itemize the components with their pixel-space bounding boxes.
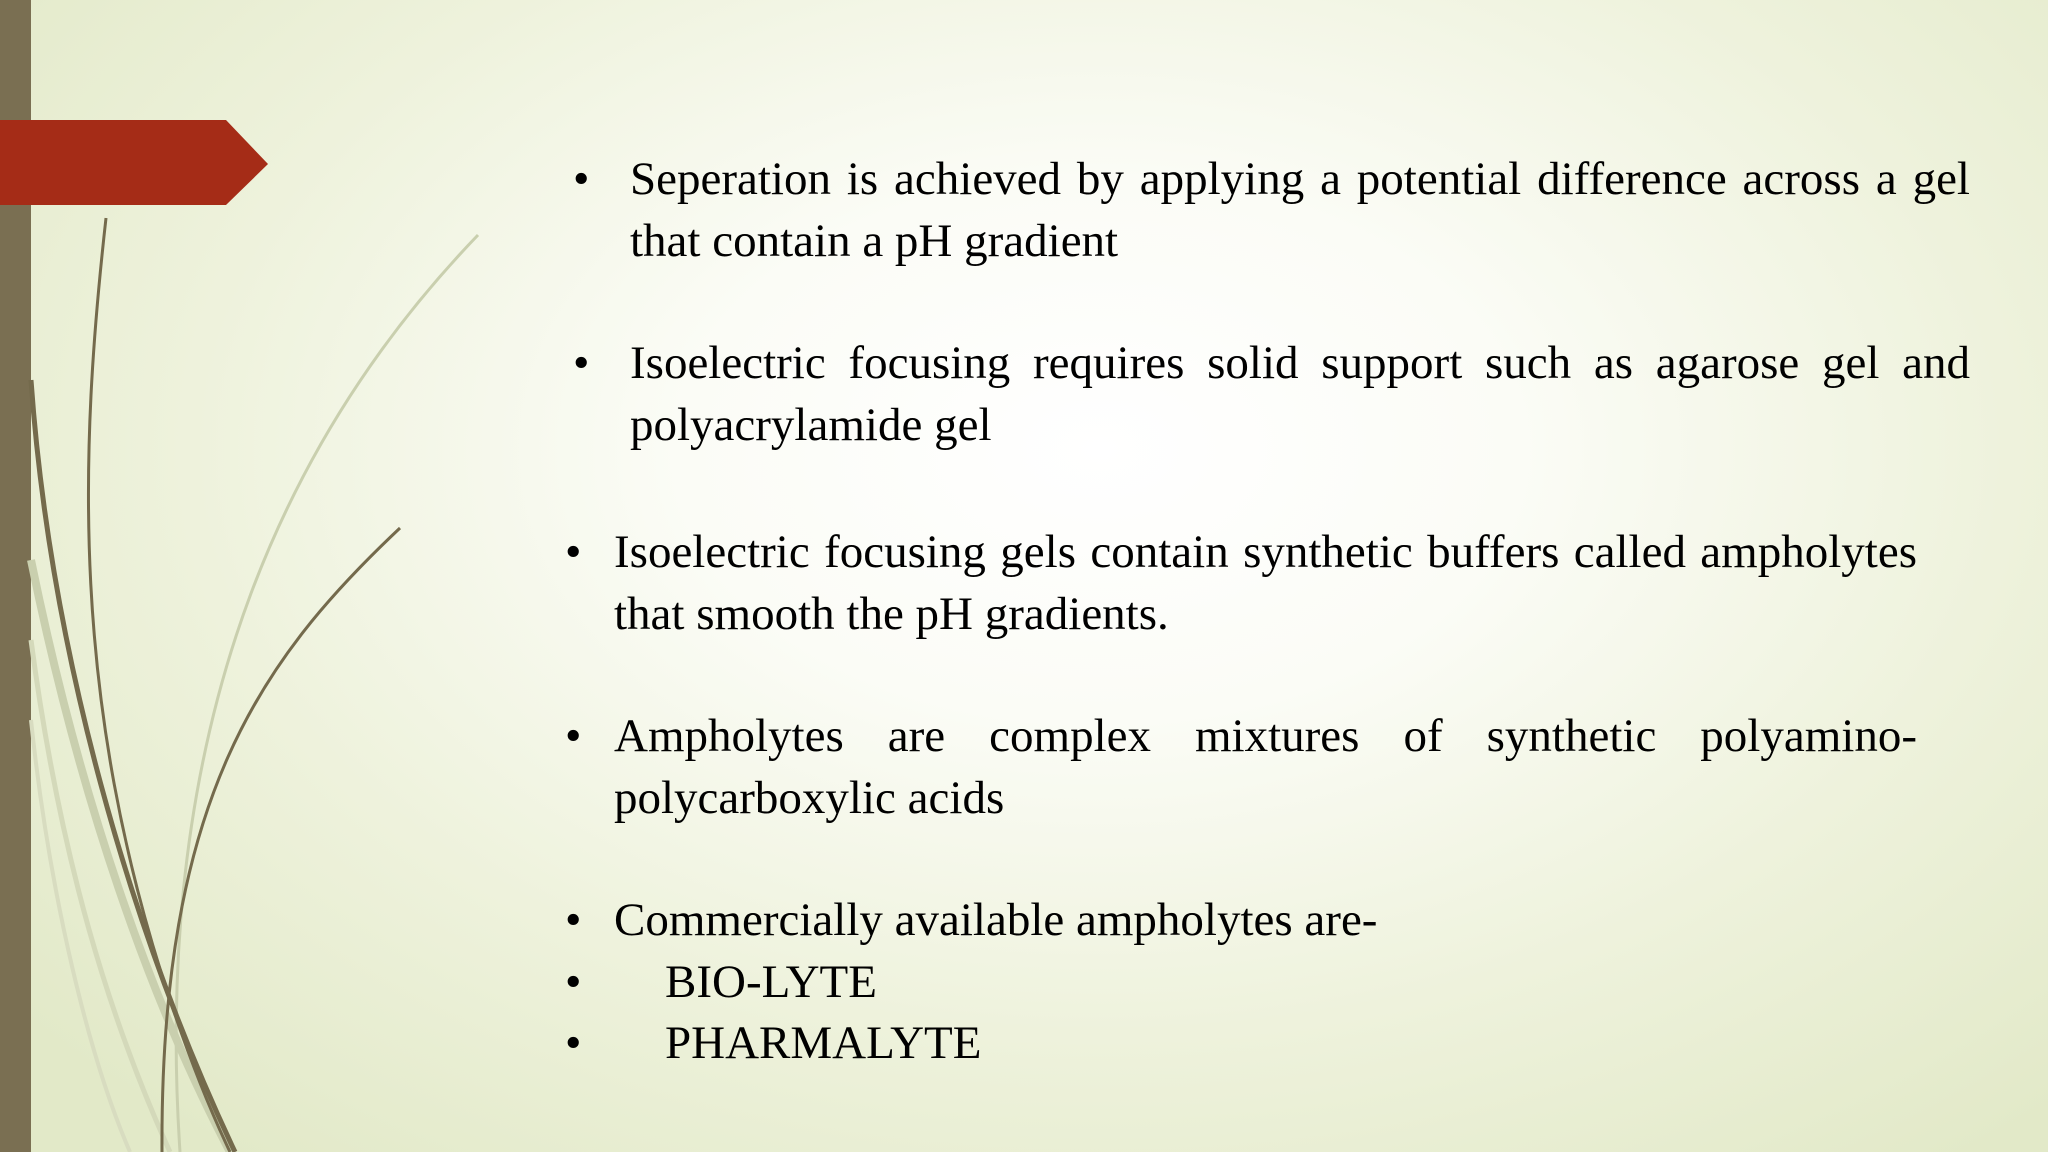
bullet-marker: • — [573, 153, 590, 205]
bullet-item-1 — [573, 148, 1970, 272]
bullet-text-6: BIO-LYTE — [665, 956, 877, 1008]
bullet-marker: • — [565, 956, 582, 1008]
bullet-marker: • — [565, 1017, 582, 1069]
bullet-text-7: PHARMALYTE — [665, 1017, 982, 1069]
bullet-item-5 — [565, 889, 1917, 951]
bullet-item-4 — [565, 705, 1917, 829]
bullet-text-1: Seperation is achieved by applying a potential difference across a gel that contain a pH gradient — [630, 153, 1970, 267]
bullet-marker: • — [573, 337, 590, 389]
bullet-text-5: Commercially available ampholytes are- — [614, 894, 1378, 946]
bullet-text-2: Isoelectric focusing requires solid support such as agarose gel and polyacrylamide gel — [630, 337, 1970, 451]
bullet-item-3 — [565, 521, 1917, 645]
bullet-marker: • — [565, 894, 582, 946]
bullet-text-3: Isoelectric focusing gels contain synthetic buffers called ampholytes that smooth the pH gradients. — [614, 526, 1917, 640]
bullet-marker: • — [565, 526, 582, 578]
bullet-text-4: Ampholytes are complex mixtures of synthetic polyamino-polycarboxylic acids — [614, 710, 1917, 824]
bullet-item-2 — [573, 332, 1970, 456]
bullet-marker: • — [565, 710, 582, 762]
bullet-item-7 — [565, 1012, 1917, 1074]
bullet-item-6 — [565, 951, 1917, 1013]
